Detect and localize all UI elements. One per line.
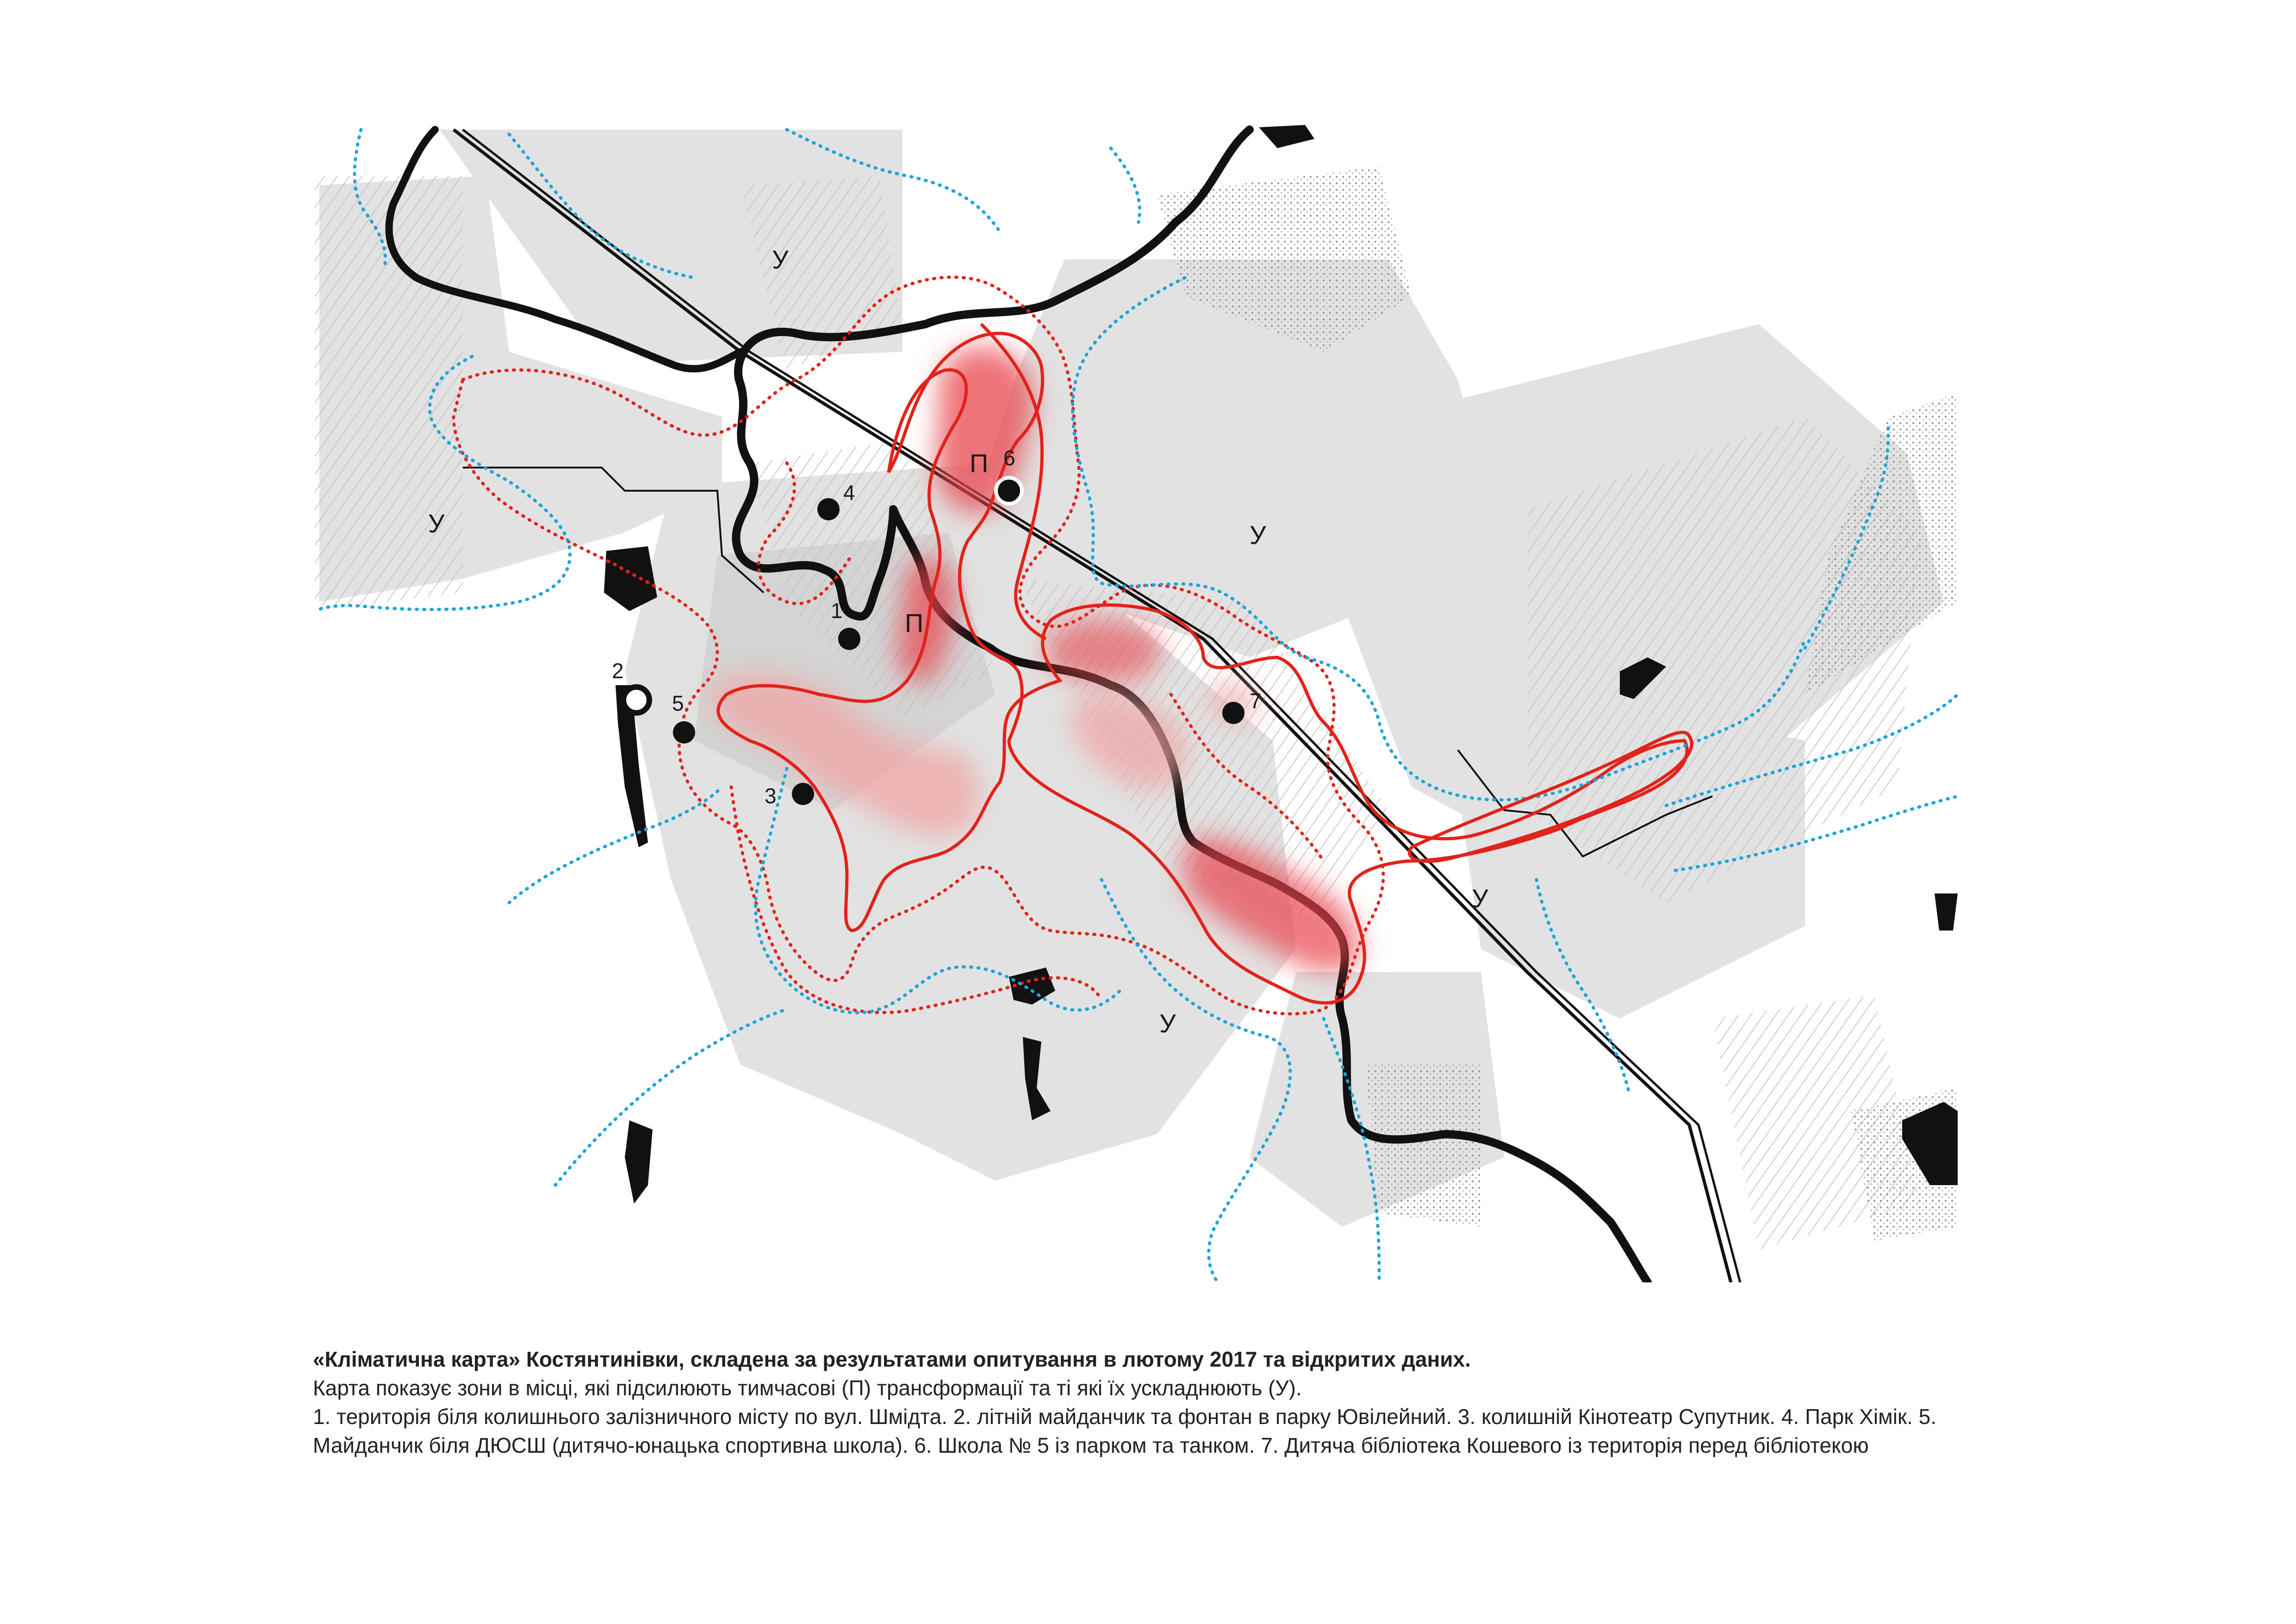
caption-legend: 1. територія біля колишнього залізничного місту по вул. Шмідта. 2. літній майданчик та фонтан в парку Ювілейний. 3. колишній Кінотеатр Супутник. 4. Парк Хімік. 5. Майданчик біля ДЮСШ (дитячо-юнацька спортивна школа). 6. Школа № 5 із парком та танком. 7. Дитяча бібліотека Кошевого із територія перед бібліотекою xyxy=(313,1405,1936,1457)
caption-title: «Кліматична карта» Костянтинівки, складена за результатами опитування в лютому 2017 та відкритих даних. xyxy=(313,1347,1471,1371)
point-label-7: 7 xyxy=(1250,689,1262,713)
zone-label-u-north: У xyxy=(772,245,789,274)
zone-label-u-south: У xyxy=(1159,1009,1176,1038)
point-marker-3 xyxy=(792,783,814,805)
point-marker-4 xyxy=(817,498,840,520)
point-marker-7 xyxy=(1222,702,1244,724)
zone-label-p-north: П xyxy=(970,449,989,478)
point-label-2: 2 xyxy=(612,659,624,683)
zone-label-u-west: У xyxy=(428,509,445,538)
point-marker-6 xyxy=(996,478,1022,504)
zone-label-p-center: П xyxy=(905,608,924,637)
caption-description: Карта показує зони в місці, які підсилюють тимчасові (П) трансформації та ті які їх ускладнюють (У). xyxy=(313,1376,1302,1400)
point-label-5: 5 xyxy=(672,691,684,715)
point-label-4: 4 xyxy=(843,481,855,505)
point-label-1: 1 xyxy=(831,599,843,623)
map-caption xyxy=(313,1345,1960,1460)
zone-label-u-east: У xyxy=(1472,884,1488,913)
point-marker-5 xyxy=(673,721,695,743)
point-marker-2 xyxy=(623,687,649,713)
zone-label-u-center: У xyxy=(1250,520,1266,550)
point-label-3: 3 xyxy=(765,784,777,808)
point-label-6: 6 xyxy=(1003,446,1015,470)
point-marker-1 xyxy=(838,628,860,650)
